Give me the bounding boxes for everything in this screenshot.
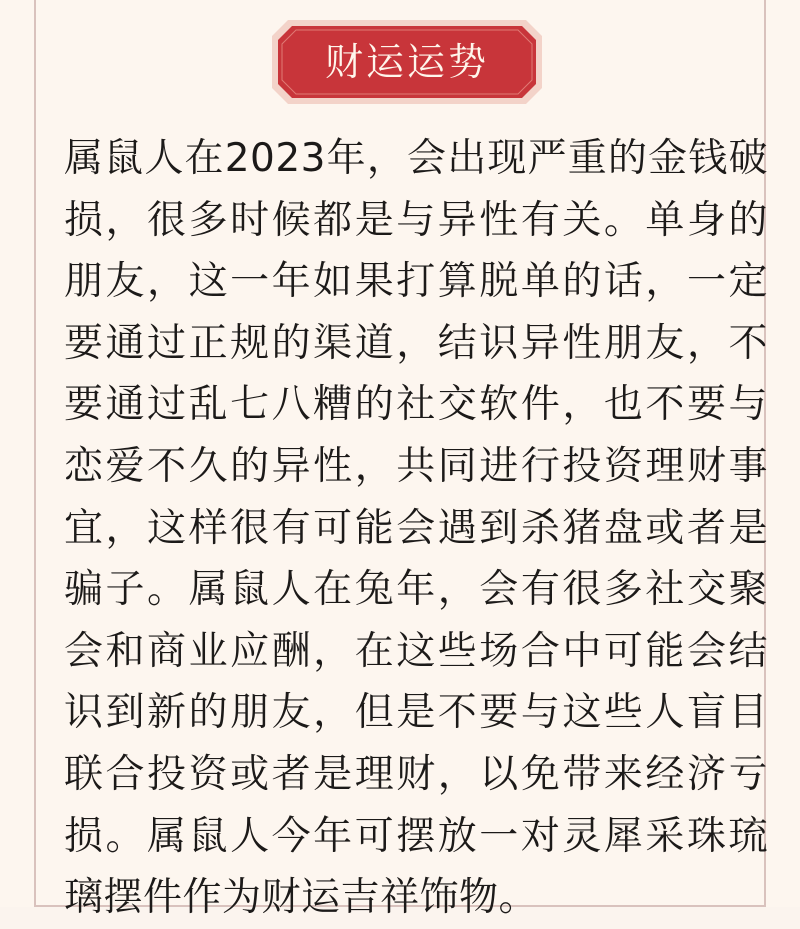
section-title-badge — [272, 20, 542, 104]
article-paragraph: 属鼠人在2023年，会出现严重的金钱破损，很多时候都是与异性有关。单身的朋友，这一年如果打算脱单的话，一定要通过正规的渠道，结识异性朋友，不要通过乱七八糟的社交软件，也不要与恋爱不久的异性，共同进行投资理财事宜，这样很有可能会遇到杀猪盘或者是骗子。属鼠人在兔年，会有很多社交聚会和商业应酬，在这些场合中可能会结识到新的朋友，但是不要与这些人盲目联合投资或者是理财，以免带来经济亏损。属鼠人今年可摆放一对灵犀采珠琉璃摆件作为财运吉祥饰物。 — [64, 136, 768, 921]
section-title: 财运运势 — [324, 40, 489, 84]
frame-border-left — [34, 0, 36, 907]
